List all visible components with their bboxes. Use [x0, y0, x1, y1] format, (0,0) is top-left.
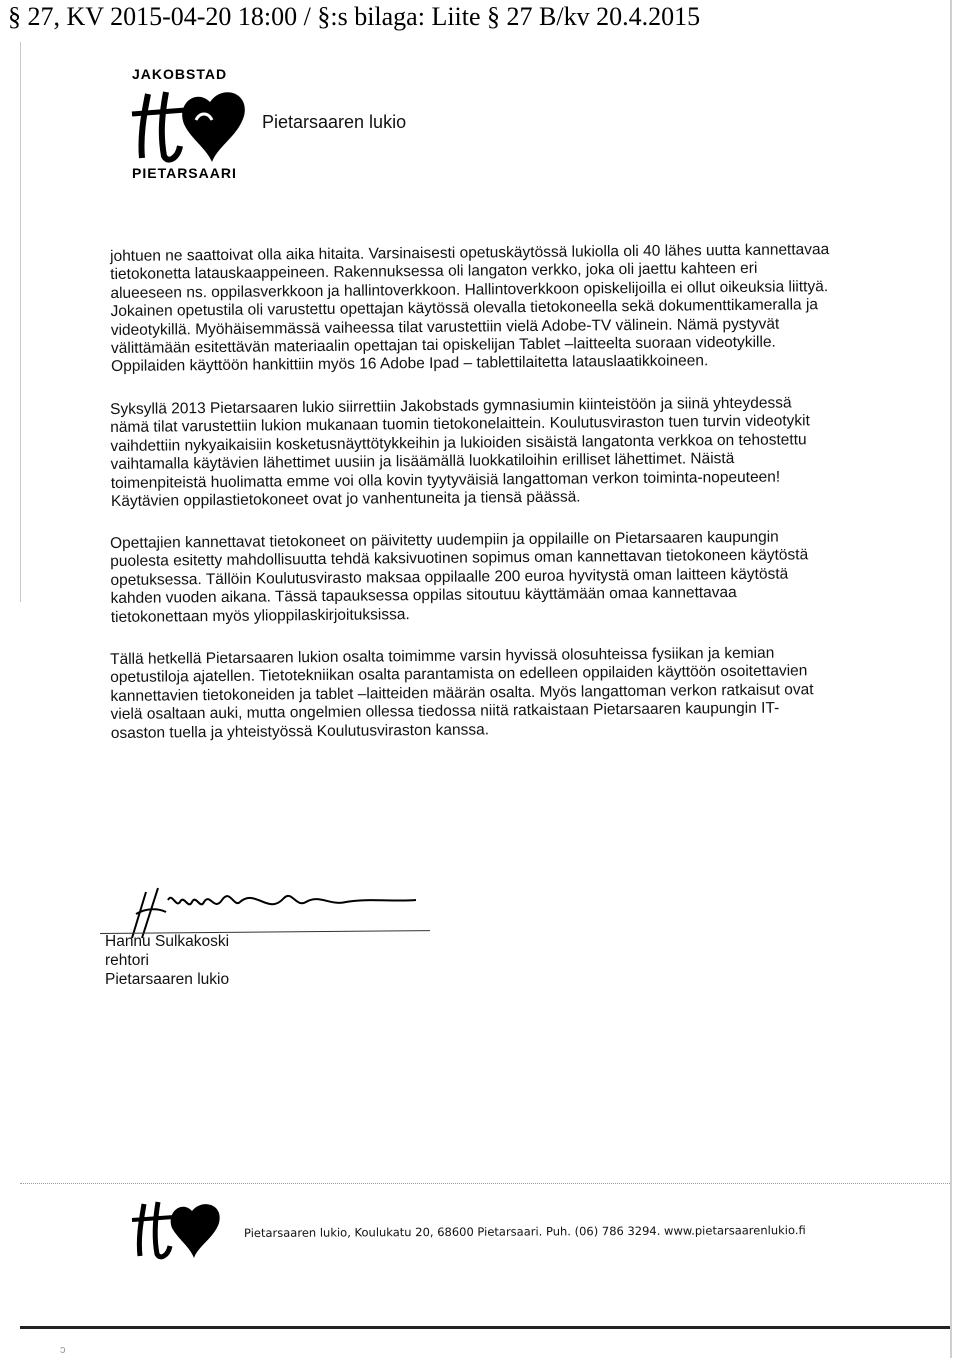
letter-body	[110, 241, 830, 767]
heart-logo-icon	[126, 84, 256, 164]
body-paragraph-1: johtuen ne saattoivat olla aika hitaita. Varsinaisesti opetuskäytössä lukiolla oli 40 lähes uutta kannettavaa tietokonetta latauskaappeineen. Rakennuksessa oli langaton verkko, joka oli jaettu kahteen eri alueeseen ns. oppilasverkkoon ja hallintoverkkoon. Hallintoverkkoon opiskelijoilla ei ollut oikeuksia liittyä. Jokainen opetustila oli varustettu opettajan käytössä olevalla tietokoneella sekä dokumenttikameralla ja videotykillä. Myöhäisemmässä vaiheessa tilat varustettiin vielä Adobe-TV välinein. Nämä pystyvät välittämään esitettävän materiaalin opettajan tai opiskelijan Tablet –laitteelta suoraan videotykille. Oppilaiden käyttöön hankittiin myös 16 Adobe Ipad – tablettilaitetta latauslaatikkoineen.	[110, 241, 830, 376]
signatory-organization: Pietarsaaren lukio	[105, 971, 230, 988]
footer-divider	[20, 1183, 950, 1184]
city-logo	[126, 64, 256, 182]
footer-heart-logo-icon	[128, 1198, 228, 1260]
scan-artifact-mark: ↄ	[60, 1344, 66, 1356]
document-reference-header: § 27, KV 2015-04-20 18:00 / §:s bilaga: Liite § 27 B/kv 20.4.2015	[8, 2, 701, 31]
logo-bottom-text: PIETARSAARI	[132, 165, 237, 181]
school-name: Pietarsaaren lukio	[262, 112, 407, 132]
body-paragraph-4: Tällä hetkellä Pietarsaaren lukion osalta toimimme varsin hyvissä olosuhteissa fysiikan ja kemian opetustiloja ajatellen. Tietotekniikan osalta parantamista on edelleen oppilaiden käyttöön osoitettavien kannettavien tietokoneiden ja tablet –laitteiden määrän osalta. Myös langattoman verkon ratkaisut ovat vielä osaltaan auki, mutta ongelmien ollessa tiedossa niitä ratkaistaan Pietarsaaren kaupungin IT-osaston tuella ja yhteistyössä Koulutusviraston kanssa.	[110, 644, 814, 742]
signatory-name: Hannu Sulkakoski	[105, 933, 230, 950]
body-paragraph-2: Syksyllä 2013 Pietarsaaren lukio siirrettiin Jakobstads gymnasiumin kiinteistöön ja siinä yhteydessä nämä tilat varustettiin lukion mukanaan tuomin tietokonelaittein. Koulutusviraston tuen turvin videotykit vaihdettiin nykyaikaisiin kosketusnäyttötykkeihin ja lukioiden sisäistä langatonta verkkoa on tehostettu vaihtamalla käytävien lähettimet uusiin ja lisäämällä luokkatiloihin erilliset lähettimet. Näistä toimenpiteistä huolimatta emme voi olla kovin tyytyväisiä langattoman verkon toiminta-nopeuteen! Käytävien oppilastietokoneet ovat jo vanhentuneita ja tiensä päässä.	[110, 394, 810, 510]
signatory-title: rehtori	[105, 952, 149, 969]
bottom-rule	[20, 1326, 950, 1329]
footer-contact: Pietarsaaren lukio, Koulukatu 20, 68600 Pietarsaari. Puh. (06) 786 3294. www.pietarsaarenlukio.fi	[243, 1223, 806, 1240]
scan-edge-left	[20, 42, 21, 602]
scan-edge-right	[950, 0, 952, 1358]
signature-block	[105, 932, 229, 989]
logo-top-text: JAKOBSTAD	[132, 66, 228, 82]
body-paragraph-3: Opettajien kannettavat tietokoneet on päivitetty uudempiin ja oppilaille on Pietarsaaren kaupungin puolesta esitetty mahdollisuutta tehdä kaksivuotinen sopimus oman kannettavan tietokoneen käytöstä opetuksessa. Tällöin Koulutusvirasto maksaa oppilaalle 200 euroa hyvitystä oman laitteen käytöstä kahden vuoden aikana. Tässä tapauksessa oppilas sitoutuu käyttämään omaa kannettavaa tietokonettaan myös ylioppilaskirjoituksissa.	[110, 528, 809, 626]
